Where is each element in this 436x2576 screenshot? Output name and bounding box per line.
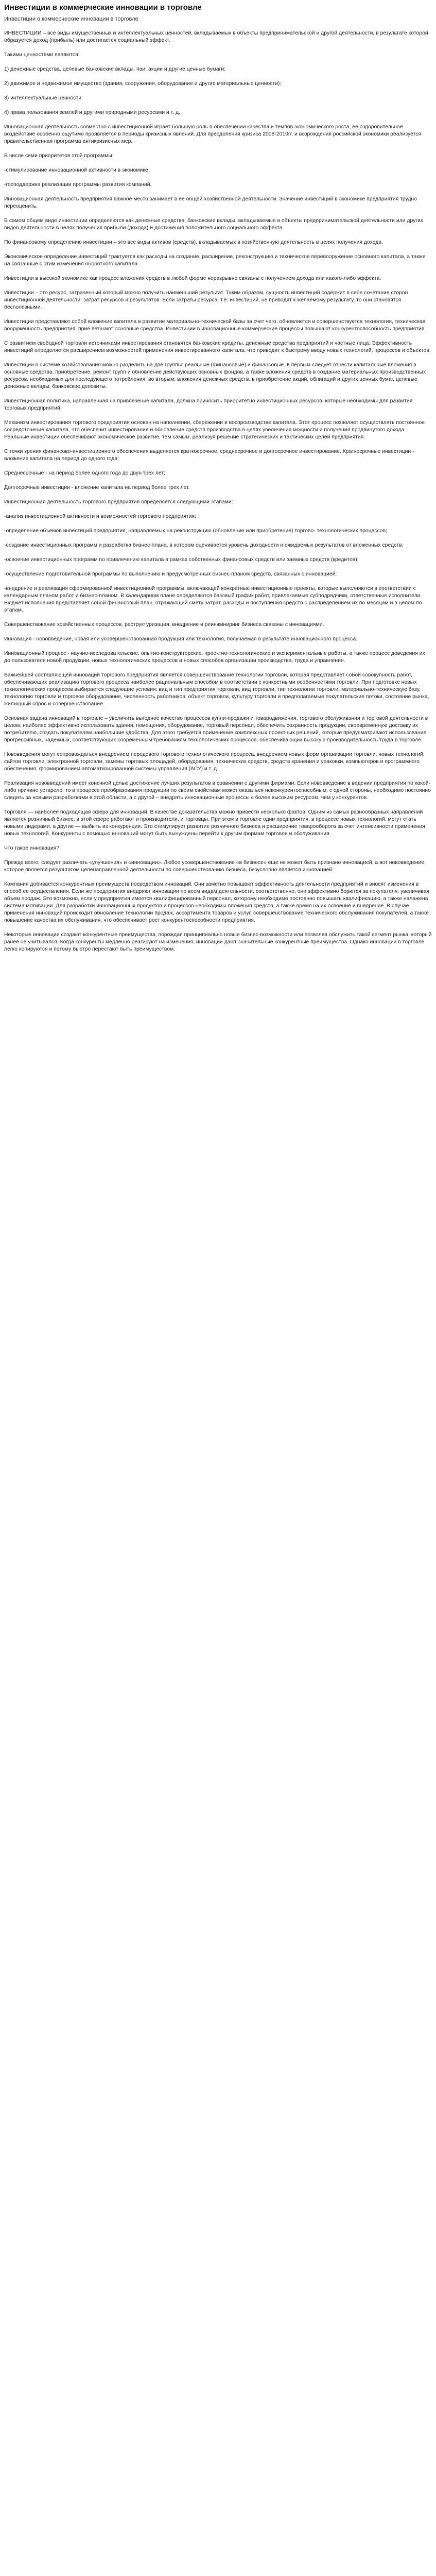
article-paragraph: 4) права пользования землей и другими природными ресурсами и т. д. <box>4 110 180 115</box>
article-page <box>0 0 436 969</box>
article-paragraph: В самом общем виде инвестиции определяются как денежные средства, банковские вклады, вкладываемые в объекты предпринимательской деятельности или других видов деятельности в целях получения прибыли (дохода) и достижения положительного социального эффекта. <box>4 218 425 231</box>
article-paragraph: -создание инвестиционных программ и разработка бизнес-плана, в котором оценивается уровень доходности и ожидаемых результатов от вложенных средств; <box>4 543 404 548</box>
article-paragraph: Инвестиционная политика, направленная на привлечение капитала, должна приносить приоритетно инвестиционных ресурсов, которые необходимы для развития торговых предприятий. <box>4 398 414 411</box>
article-paragraph: С развитием свободной торговли источниками инвестирования становятся банковские кредиты, денежные средства предприятий и частные лица. Эффективность инвестиций определяется расширением возможностей применения инвестированного капитала, что приводит к быстрому вводу новых технологий, процессов и объектов. <box>4 341 431 353</box>
article-paragraph: Механизм инвестирования торгового предприятия основан на наполнении, сбережении и воспроизводстве капитала. Этот процесс позволяет осуществлять постоянное сосредоточение капитала, что обеспечит инвестирование и обновление средств производства в целях увеличения мощности и получения продвинутого дохода. Реальные инвестиции обеспечивают экономическое развитие, тем самым, реализуя решение стратегических и тактических целей предприятия. <box>4 420 426 440</box>
article-paragraph: Торговля — наиболее подходящая сфера для инноваций. В качестве доказательства можно привести несколько фактов. Одним из самых разнообразных направлений является розничный бизнес, в этой сфере работают и производители, и торговцы. При этом в торговле одни предприятия, в процессе новых технологий, могут стать новыми лидерами, а другие — выбыть из конкуренции. Это стимулирует развитие розничного бизнеса и расширение товарооборота за счет интенсивности применения новых технологий. Конкуренты с помощью инноваций могут быть вынуждены перейти к другим формам торговли и обслуживания. <box>4 809 427 837</box>
article-paragraph: -осуществление подготовительной программы по выполнению и предусмотренных бизнес-планом средств, связанных с инновацией; <box>4 571 337 577</box>
article-paragraph: Среднесрочные - на период более одного года до двух-трех лет; <box>4 470 165 476</box>
article-paragraph: Инвестиции представляют собой вложение капитала в развитие материально-технической базы за счет чего, обновляется и совершенствуется технология, техническая вооруженность предприятия, приё ветшают основные средства. Инвестиции в инновационные коммерческие процессы повышают конкурентоспособность предприятия. <box>4 319 427 332</box>
article-paragraph: Долгосрочные инвестиции - вложение капитала на период более трех лет. <box>4 485 190 490</box>
article-paragraph: Инвестиции в высокой экономике как процесс вложения средств в любой форме неразрывно связаны с получением дохода или какого-либо эффекта. <box>4 276 381 281</box>
article-paragraph: Инвестиции – это ресурс, затраченный который можно получить наименьший результат. Таким образом, сущность инвестиций содержит в себе сочетание сторон инвестиционной деятельности: затрат ресурсов и результатов. Если затраты ресурса, т.е. инвестиций, не приводят к желаемому результату, то они становятся бесполезными. <box>4 290 410 310</box>
article-subtitle: Инвестиции в коммерческие инновации в торговле <box>4 16 138 22</box>
article-paragraph: Нововведения могут сопровождаться внедрением передового торгового технологического процесса, внедрением новых форм организации торговли, новых технологий, сайтов торговли, электронной торговли, замены торговых площадей, оборудования, технических средств, средств хранения и упаковки, компьютеров и программного обеспечения, формированием автоматизированной системы управления (АСУ) и т. д. <box>4 752 426 772</box>
article-paragraph: Экономическое определение инвестиций трактуется как расходы на создание, расширение, реконструкцию и техническое перевооружение основного капитала, а также на связанные с этим изменения оборотного капитала. <box>4 254 427 267</box>
article-paragraph: Такими ценностями являются: <box>4 52 80 58</box>
article-paragraph: -освоение инвестиционных программ по привлечению капитала в рамках собственных финансовых средств или заемных средств (кредитов); <box>4 557 359 563</box>
article-paragraph: Инвестиционная деятельность торгового предприятия определяется следующими этапами: <box>4 499 233 505</box>
article-paragraph: -господдержка реализации программы развития компаний. <box>4 182 152 188</box>
article-paragraph: 3) интеллектуальные ценности; <box>4 95 83 101</box>
article-paragraph: Компания добивается конкурентных преимуществ посредством инноваций. Они заметно повышают эффективность деятельности предприятий и вносят изменения в способ ее осуществления. Если же предприятия внедряют инновации по всем видам деятельности, соответственно, они эффективно борются за покупателя, увеличивая объем продаж. Это возможно, если у предприятия имеется квалифицированный персонал, которому необходимо постоянно повышать квалификацию, а также налажена система мотивации. Для разработки инновационных продуктов и процессов необходимы вложения средств, а также время на их освоение и внедрение. В случае применения инноваций происходит обновление технологии продаж, ассортимента товаров и услуг, совершенствование технического обслуживания покупателей, а также повышение качества их обслуживания, что обеспечивает рост конкурентоспособности предприятия. <box>4 882 431 923</box>
article-paragraph: ИНВЕСТИЦИИ – все виды имущественных и интеллектуальных ценностей, вкладываемых в объекты предпринимательской и другой деятельности, в результате которой образуется доход (прибыль) или достигается социальный эффект. <box>4 30 430 43</box>
article-paragraph: Прежде всего, следует различать «улучшения» и «инновации». Любое усовершенствование «в бизнесе» еще не может быть признано инновацией, а вот нововведение, которое является результатом целенаправленной деятельности по совершенствованию бизнеса, безусловно является инновацией. <box>4 860 427 873</box>
article-paragraph: -определение объемов инвестиций предприятия, направляемых на реконструкцию (обновление или приобретение) торгово- технологических процессов; <box>4 528 387 534</box>
article-paragraph: С точки зрения финансово-инвестиционного обеспечения выделяется краткосрочное, среднесрочное и долгосрочное инвестирование. Краткосрочные инвестиции - вложение капитала на период до одного года; <box>4 449 416 462</box>
article-paragraph: -стимулирование инновационной активности в экономике; <box>4 167 150 173</box>
article-paragraph: Важнейшей составляющей инноваций торгового предприятия является совершенствование технологии торговли, которая представляет собой совокупность работ, обеспечивающих реализацию торгового процесса наиболее рациональным способом в соответствии с конкретными особенностями торговли. При подготовке новых технологических процессов выбирается следующие условия: вид и тип предприятия торговли, вид торговли, тип технологии торговли, материально-техническую базу, технологию торговли и торговое оборудование, численность работников, объект торговли, культуру торговли и предполагаемые покупательские потоки, состояние рынка, жилищный спрос и совершенствование. <box>4 672 431 707</box>
article-paragraph: Инновационный процесс - научно-исследовательские, опытно-конструкторские, проектно-технологические и экспериментальные работы, а также процесс доведения их до пользователя новой продукции, новых технологических процессов и новых способов организации производства, труда и управления. <box>4 651 427 664</box>
article-paragraph: 1) денежные средства, целевые банковские вклады, паи, акции и другие ценные бумаги; <box>4 66 226 72</box>
article-paragraph: Инновационная деятельность совместно с инвестиционной играет большую роль в обеспечении качества и темпов экономического роста, ее оздоровительное воздействие особенно ощутимо проявляется в периоды кризисных явлений. Для преодоления кризиса 2008-2010гг. и возрождения российской экономики реализуется правительственная программа антикризисных мер. <box>4 124 423 144</box>
article-paragraph: Реализация нововведений имеет конечной целью достижение лучших результатов в сравнении с другими фирмами. Если нововведение в ведении предприятия по какой-либо причине устарело, то в процессе преобразования продукции по своим свойствам может оказаться неконкурентоспособным, с одной стороны, необходимо постоянно следить за новыми разработками в этой области, а с другой – внедрять инновационные процессы с более высоким ресурсом, чем у конкурентов. <box>4 781 432 801</box>
article-paragraph: -внедрение и реализация сформированной инвестиционной программы, включающей конкретные инвестиционные проекты, которые выполняются в соответствии с календарным планом работ и бизнес-планом. В календарном плане определяются базовый график работ, привлекаемые субподрядчики, ответственные исполнители. Бюджет исполнения представляет собой финансовый план, отражающий смету затрат, расходы и поступления средств с распределением их по месяцам и в целом по этапам. <box>4 586 424 613</box>
article-paragraph: Что такое инновация? <box>4 845 60 851</box>
article-paragraph: Некоторые инновации создают конкурентные преимущества, порождая принципиально новые бизнес-возможности или позволяя обслужить такой сегмент рынка, который ранее не учитывался. Когда конкуренты медленно реагируют на изменения, инновации дают значительные конкурентные преимущества. Однако инновации в торговле легко копируются и потому быстро перестают быть преимуществом. <box>4 932 433 952</box>
article-paragraph: Инновация - нововведение, новая или усовершенствованная продукция или технология, получаемая в результате инновационного процесса. <box>4 636 358 642</box>
article-paragraph: Основная задача инноваций в торговле – увеличить выгодное качество процессов купли-продажи и товародвижения, торгового обслуживания и торговой деятельности в целом, наиболее эффективно использовать здания, помещения, оборудование, торговый персонал, обеспечить сохранность продукции, своевременную доставку их потребителю, создать покупателям наибольшие удобства. Для этого требуется применение комплексных проектных решений, которые предусматривают использование прогрессивных, надежных, соответствующих современным требованиям технологических процессов, обеспечивающих высокую производительность труда в торговле. <box>4 716 430 743</box>
article-paragraph: -анализ инвестиционной активности и возможностей торгового предприятия; <box>4 514 196 519</box>
article-paragraph: В числе семи приоритетов этой программы: <box>4 153 114 159</box>
article-paragraph: Инвестиции в системе хозяйствования можно разделить на две группы: реальные (финансовые) и финансовые. К первым следует отнести капитальные вложения в основные средства, приобретение, ремонт групп и обновление действующих основных фондов, а также вложения средств в создание материальных производственных ресурсов, необходимых для последующего потребления, во вторым: вложения денежных средств, в приобретение акций, облигаций и других ценных бумаг, целевые денежные вклады, банковские депозиты. <box>4 362 428 389</box>
article-title: Инвестиции в коммерческие инновации в торговле <box>4 3 202 12</box>
article-paragraph: Инновационная деятельность предприятия важное место занимает в ее общей хозяйственной деятельности. Значение инвестиций в экономике предприятия трудно переоценить. <box>4 196 418 209</box>
article-body <box>4 30 432 953</box>
article-paragraph: 2) движимое и недвижимое имущество (здания, сооружения, оборудование и другие материальные ценности); <box>4 81 282 87</box>
article-paragraph: Совершенствование хозяйственных процессов, реструктуризация, внедрение и реинжиниринг бизнеса связаны с инновациями. <box>4 622 324 628</box>
article-paragraph: По финансовому определению инвестиции – это все виды активов (средств), вкладываемых в хозяйственную деятельность в целях получения дохода. <box>4 240 383 245</box>
